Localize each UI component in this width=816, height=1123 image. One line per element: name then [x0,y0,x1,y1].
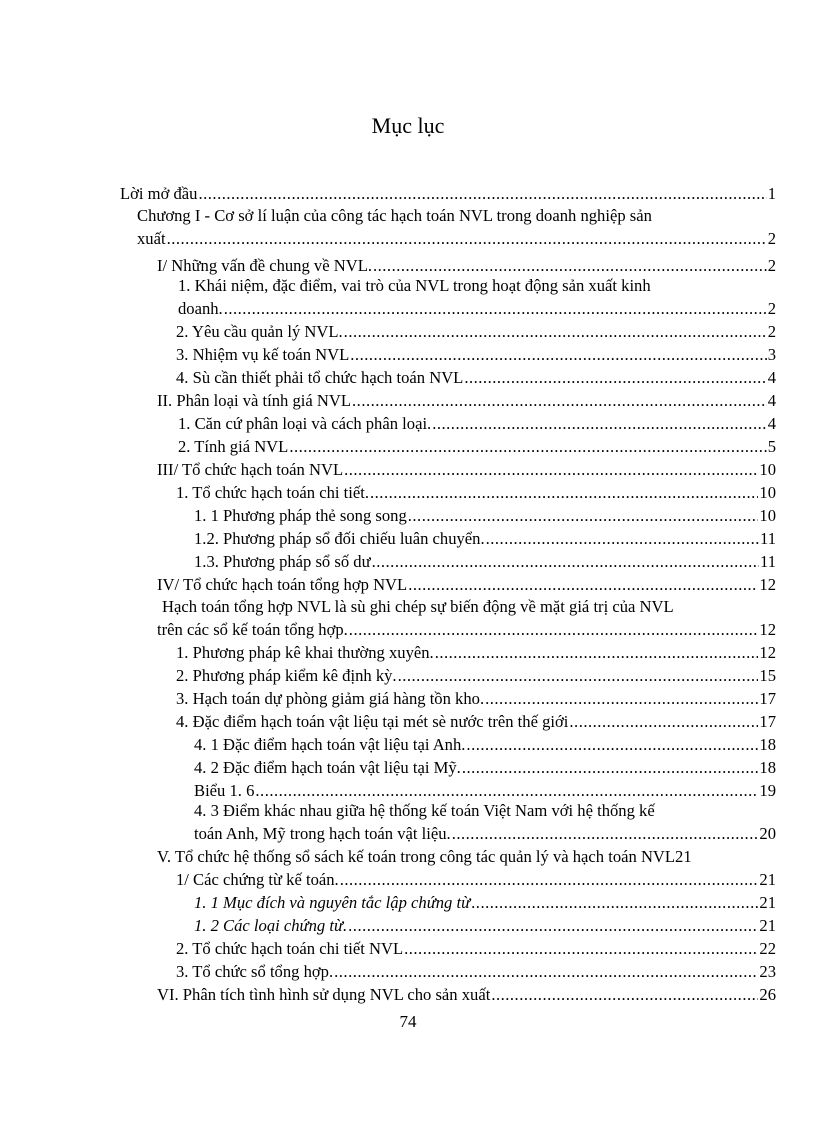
toc-entry-text: VI. Phân tích tình hình sử dụng NVL cho sản xuất [157,985,491,1004]
toc-entry-page: 12 [759,643,776,662]
toc-entry-text: 3. Nhiệm vụ kế toán NVL [176,345,350,364]
toc-entry-text-line1: Hạch toán tổng hợp NVL là sù ghi chép sự biến động về mặt giá trị của NVL [162,597,674,616]
toc-entry-page: 15 [759,666,776,685]
toc-entry-page: 4 [767,368,776,387]
toc-entry[interactable] [0,961,816,983]
toc-entry[interactable] [0,436,816,458]
toc-entry-text: 1. 1 Phương pháp thẻ song song [194,506,407,525]
dot-leader [432,413,767,435]
toc-entry-page: 18 [759,758,776,777]
toc-entry[interactable] [0,711,816,733]
dot-leader [340,869,759,891]
toc-entry[interactable] [0,344,816,366]
toc-entry[interactable] [0,846,816,868]
toc-entry-page: 18 [759,735,776,754]
toc-entry-text: doanh. [178,299,223,318]
toc-entry-page: 3 [767,345,776,364]
toc-entry[interactable] [0,367,816,389]
toc-entry-page: 12 [759,575,776,594]
toc-entry[interactable] [0,892,816,914]
toc-entry-text: 1. Phương pháp kê khai thường xuyên. [176,643,434,662]
toc-entry-text: 4. 2 Đặc điểm hạch toán vật liệu tại Mỹ. [194,758,461,777]
dot-leader [289,436,766,458]
toc-entry-text: 4. Đặc điểm hạch toán vật liệu tại mét sè nước trên thế giới [176,712,569,731]
dot-leader [491,984,758,1006]
toc-entry-page: 20 [759,824,776,843]
dot-leader [255,780,758,802]
toc-entry-page: 22 [759,939,776,958]
toc-entry-page: 11 [760,529,776,548]
toc-entry[interactable] [0,298,816,320]
toc-entry-text: 1/ Các chứng từ kế toán. [176,870,339,889]
toc-entry-text: Biểu 1. 6 [194,781,255,800]
toc-entry-page: 11 [760,552,776,571]
toc-entry-text: 1.2. Phương pháp sổ đối chiếu luân chuyển. [194,529,485,548]
toc-entry-text: 4. Sù cần thiết phải tổ chức hạch toán NVL [176,368,464,387]
dot-leader [485,688,758,710]
dot-leader [334,961,758,983]
dot-leader [198,183,766,205]
toc-entry-text: 1.3. Phương pháp sổ số dư [194,552,371,571]
toc-entry-page: 2 [767,229,776,248]
toc-entry[interactable] [0,255,816,277]
dot-leader [462,757,759,779]
toc-entry-page: 21 [675,847,692,866]
toc-entry-page: 10 [759,460,776,479]
toc-entry[interactable] [0,183,816,205]
toc-entry-text: I/ Những vấn đề chung về NVL. [157,256,372,275]
toc-entry-text: xuất [137,229,166,248]
dot-leader [408,505,759,527]
toc-entry[interactable] [0,734,816,756]
toc-entry-text: toán Anh, Mỹ trong hạch toán vật liệu. [194,824,451,843]
toc-entry-text: 3. Hạch toán dự phòng giảm giá hàng tồn kho. [176,689,485,708]
toc-entry[interactable] [0,642,816,664]
dot-leader [471,892,758,914]
page-number: 74 [399,1012,417,1031]
toc-entry[interactable] [0,321,816,343]
toc-entry-text: 2. Tính giá NVL [178,437,289,456]
dot-leader [350,344,766,366]
dot-leader [349,619,759,641]
toc-entry-text-line1: 1. Khái niệm, đặc điểm, vai trò của NVL trong hoạt động sản xuất kinh [178,276,651,295]
toc-entry-text: III/ Tổ chức hạch toán NVL [157,460,344,479]
toc-entry-text: 3. Tổ chức sổ tổng hợp. [176,962,334,981]
toc-entry-page: 2 [767,256,776,275]
toc-entry-text: 2. Phương pháp kiểm kê định kỳ. [176,666,397,685]
dot-leader [569,711,758,733]
toc-entry[interactable] [0,528,816,550]
toc-entry-text: 1. 1 Mục đích và nguyên tắc lập chứng từ [194,893,471,912]
toc-entry-page: 1 [767,184,776,203]
toc-entry[interactable] [0,984,816,1006]
toc-entry-page: 17 [759,689,776,708]
toc-entry-page: 19 [759,781,776,800]
toc-entry-text: 1. 2 Các loại chứng từ. [194,916,348,935]
toc-entry-text: 1. Tổ chức hạch toán chi tiết. [176,483,369,502]
toc-entry-text: 1. Căn cứ phân loại và cách phân loại. [178,414,432,433]
toc-entry-text: 2. Tổ chức hạch toán chi tiết NVL [176,939,404,958]
toc-entry-text: IV/ Tổ chức hạch toán tổng hợp NVL [157,575,408,594]
toc-entry[interactable] [0,823,816,845]
toc-entry-page: 12 [759,620,776,639]
toc-entry[interactable] [0,459,816,481]
toc-entry-page: 21 [759,870,776,889]
toc-entry[interactable] [0,619,816,641]
toc-entry-page: 21 [759,916,776,935]
toc-entry-page: 17 [759,712,776,731]
toc-entry-page: 23 [759,962,776,981]
toc-entry-text: II. Phân loại và tính giá NVL [157,391,352,410]
toc-entry-page: 2 [767,299,776,318]
toc-entry[interactable] [0,482,816,504]
dot-leader [167,228,767,250]
dot-leader [224,298,767,320]
page-title: Mục lục [371,113,445,138]
toc-entry-text: V. Tổ chức hệ thống sổ sách kế toán trong công tác quản lý và hạch toán NVL [157,847,676,866]
toc-entry[interactable] [0,688,816,710]
toc-entry[interactable] [0,574,816,596]
dot-leader [464,367,766,389]
toc-entry-text: 4. 1 Đặc điểm hạch toán vật liệu tại Anh. [194,735,466,754]
toc-entry[interactable] [0,869,816,891]
dot-leader [370,482,758,504]
toc-entry[interactable] [0,505,816,527]
toc-entry-page: 26 [759,985,776,1004]
dot-leader [398,665,759,687]
toc-entry-page: 10 [759,483,776,502]
toc-entry[interactable] [0,390,816,412]
toc-entry[interactable] [0,757,816,779]
toc-entry[interactable] [0,915,816,937]
dot-leader [373,255,767,277]
toc-entry[interactable] [0,665,816,687]
toc-entry[interactable] [0,551,816,573]
dot-leader [452,823,759,845]
dot-leader [404,938,758,960]
dot-leader [435,642,759,664]
dot-leader [486,528,759,550]
toc-entry[interactable] [0,228,816,250]
dot-leader [372,551,759,573]
toc-entry-page: 5 [767,437,776,456]
dot-leader [352,390,767,412]
toc-entry-text: Lời mở đầu [120,184,198,203]
toc-entry[interactable] [0,938,816,960]
dot-leader [344,321,767,343]
toc-entry-text: trên các sổ kế toán tổng hợp. [157,620,348,639]
dot-leader [408,574,758,596]
dot-leader [344,459,758,481]
toc-entry-text-line1: Chương I - Cơ sở lí luận của công tác hạch toán NVL trong doanh nghiệp sản [137,206,652,225]
toc-entry-page: 4 [767,414,776,433]
toc-entry-page: 4 [767,391,776,410]
toc-entry-page: 21 [759,893,776,912]
toc-entry-page: 2 [767,322,776,341]
toc-entry-text-line1: 4. 3 Điểm khác nhau giữa hệ thống kế toán Việt Nam với hệ thống kế [194,801,655,820]
toc-entry[interactable] [0,413,816,435]
dot-leader [348,915,758,937]
toc-entry-text: 2. Yêu cầu quản lý NVL. [176,322,343,341]
toc-entry[interactable] [0,780,816,802]
dot-leader [466,734,758,756]
toc-entry-page: 10 [759,506,776,525]
